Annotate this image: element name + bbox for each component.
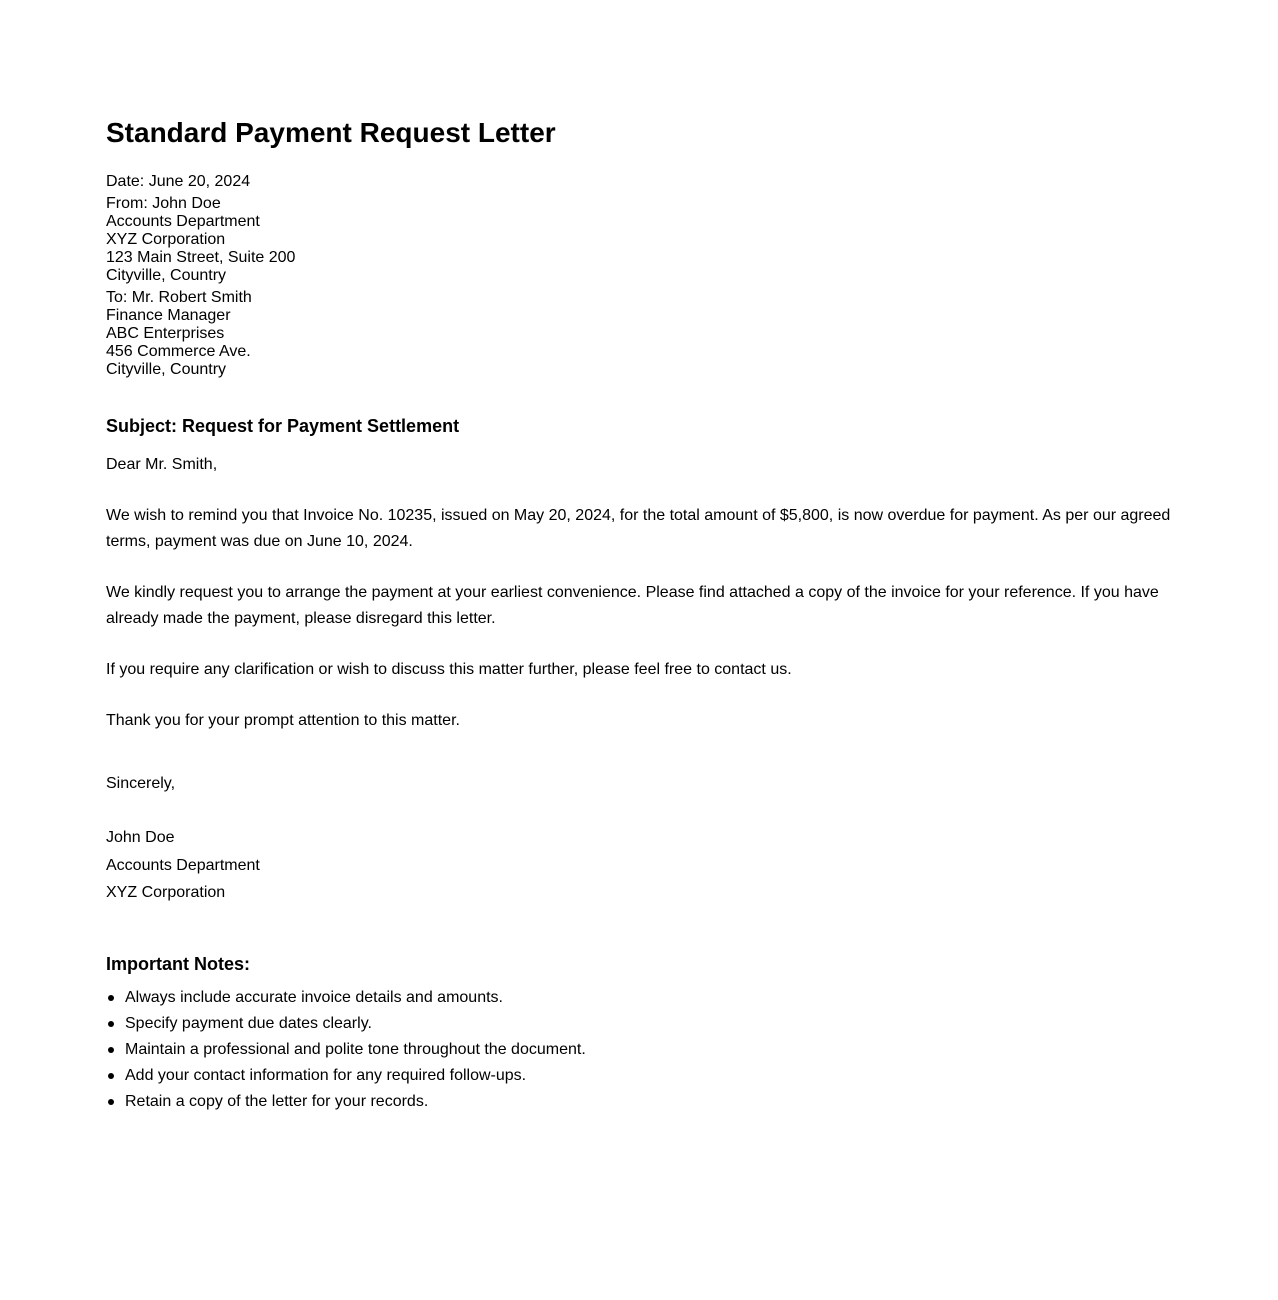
sender-department: Accounts Department [106,213,260,230]
body-paragraph-1: We wish to remind you that Invoice No. 10235, issued on May 20, 2024, for the total amount of $5,800, is now overdue for payment. As per our agreed terms, payment was due on June 10, 2024. [106,507,1171,550]
signature-company: XYZ Corporation [106,884,226,901]
list-item [106,1037,586,1063]
body-paragraph-3: If you require any clarification or wish to discuss this matter further, please feel free to contact us. [106,661,792,678]
signature-name: John Doe [106,829,175,846]
sender-city: Cityville, Country [106,267,227,284]
list-item [106,985,586,1011]
letter-date [106,173,250,191]
recipient-company: ABC Enterprises [106,325,225,342]
body-paragraph-2: We kindly request you to arrange the payment at your earliest convenience. Please find attached a copy of the invoice for your reference. If you have already made the payment, please disregard this letter. [106,584,1159,627]
bullet-icon [108,1047,114,1053]
signature-department: Accounts Department [106,856,260,874]
recipient-address [106,289,252,379]
sender-company: XYZ Corporation [106,231,226,248]
salutation: Dear Mr. Smith, [106,456,218,473]
sender-street: 123 Main Street, Suite 200 [106,249,296,266]
letter-subject: Subject: Request for Payment Settlement [106,416,460,436]
sender-address [106,195,295,285]
closing: Sincerely, [106,775,176,792]
note-text: Always include accurate invoice details and amounts. [125,989,503,1006]
page-title: Standard Payment Request Letter [106,117,556,148]
note-text: Maintain a professional and polite tone throughout the document. [125,1041,586,1058]
notes-heading: Important Notes: [106,954,250,974]
list-item [106,1089,586,1115]
notes-list [106,985,586,1115]
recipient-name: To: Mr. Robert Smith [106,289,252,306]
note-text: Specify payment due dates clearly. [125,1015,372,1032]
signature-block [106,824,260,907]
body-paragraph-4: Thank you for your prompt attention to this matter. [106,712,460,729]
bullet-icon [108,1073,114,1079]
bullet-icon [108,1099,114,1105]
recipient-title: Finance Manager [106,307,231,324]
date-text: Date: June 20, 2024 [106,173,251,190]
list-item [106,1011,586,1037]
note-text: Add your contact information for any required follow-ups. [125,1067,527,1084]
bullet-icon [108,995,114,1001]
recipient-city: Cityville, Country [106,361,227,378]
list-item [106,1063,586,1089]
sender-name: From: John Doe [106,195,221,212]
note-text: Retain a copy of the letter for your records. [125,1093,429,1110]
bullet-icon [108,1021,114,1027]
recipient-street: 456 Commerce Ave. [106,343,251,360]
